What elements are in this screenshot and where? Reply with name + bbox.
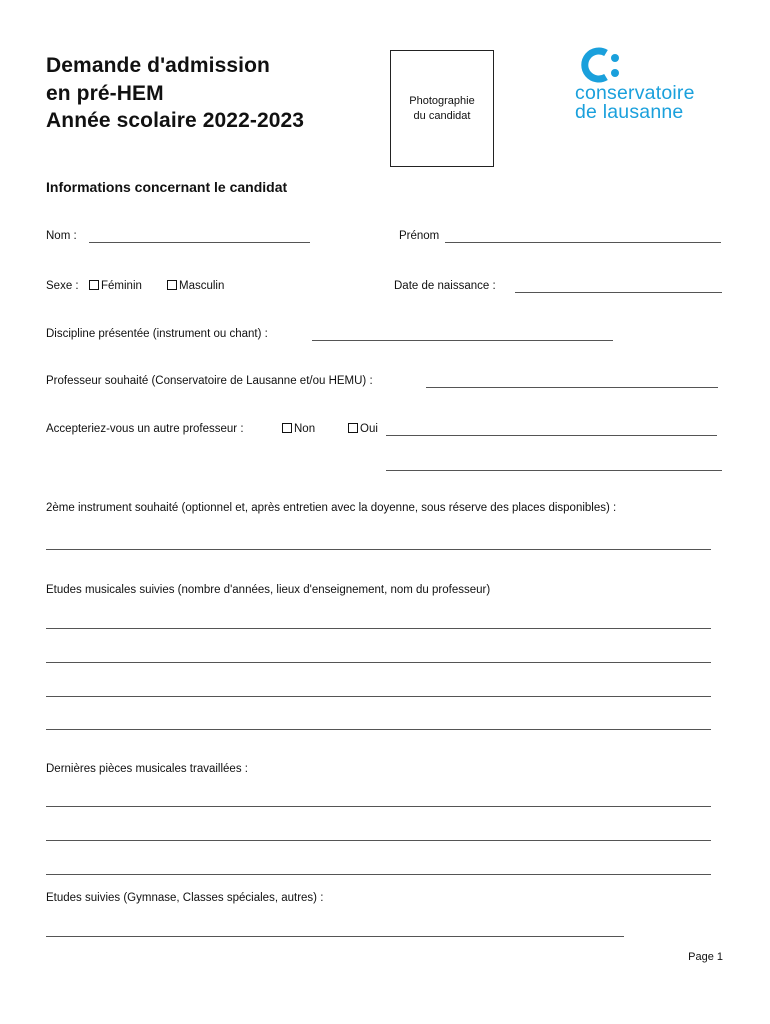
logo-mark-icon xyxy=(575,44,625,86)
etudes-musicales-label: Etudes musicales suivies (nombre d'années, lieux d'enseignement, nom du professeur) xyxy=(46,584,491,596)
oui-label: Oui xyxy=(360,423,378,435)
logo-line-2: de lausanne xyxy=(575,101,684,123)
title-line-2: en pré-HEM xyxy=(46,81,164,105)
masculin-checkbox[interactable] xyxy=(167,280,177,290)
accepter-label: Accepteriez-vous un autre professeur : xyxy=(46,423,244,435)
discipline-field[interactable] xyxy=(312,340,613,341)
oui-field-2[interactable] xyxy=(386,470,722,471)
feminin-label: Féminin xyxy=(101,280,142,292)
instrument2-field[interactable] xyxy=(46,549,711,550)
logo-text xyxy=(575,84,695,122)
professeur-field[interactable] xyxy=(426,387,718,388)
sexe-label: Sexe : xyxy=(46,280,79,292)
etudes-musicales-field-1[interactable] xyxy=(46,628,711,629)
masculin-label: Masculin xyxy=(179,280,225,292)
date-naissance-label: Date de naissance : xyxy=(394,280,496,292)
instrument2-label: 2ème instrument souhaité (optionnel et, après entretien avec la doyenne, sous réserve des places disponibles) : xyxy=(46,502,617,514)
pieces-label: Dernières pièces musicales travaillées : xyxy=(46,763,248,775)
etudes-suivies-label: Etudes suivies (Gymnase, Classes spéciales, autres) : xyxy=(46,892,324,904)
etudes-suivies-field[interactable] xyxy=(46,936,624,937)
pieces-field-3[interactable] xyxy=(46,874,711,875)
etudes-musicales-field-3[interactable] xyxy=(46,696,711,697)
discipline-label: Discipline présentée (instrument ou chant) : xyxy=(46,328,268,340)
page-number: Page 1 xyxy=(688,951,723,963)
document-title xyxy=(46,52,304,135)
oui-option[interactable] xyxy=(348,423,378,435)
title-line-3: Année scolaire 2022-2023 xyxy=(46,109,305,132)
feminin-checkbox[interactable] xyxy=(89,280,99,290)
pieces-field-2[interactable] xyxy=(46,840,711,841)
feminin-option[interactable] xyxy=(89,280,142,292)
non-label: Non xyxy=(294,423,316,435)
professeur-label: Professeur souhaité (Conservatoire de Lausanne et/ou HEMU) : xyxy=(46,375,373,387)
etudes-musicales-field-2[interactable] xyxy=(46,662,711,663)
non-option[interactable] xyxy=(282,423,315,435)
nom-field[interactable] xyxy=(89,242,310,243)
photo-label-line-1: Photographie xyxy=(409,94,475,107)
photo-box[interactable] xyxy=(390,50,494,167)
photo-label-line-2: du candidat xyxy=(413,109,471,122)
prenom-field[interactable] xyxy=(445,242,721,243)
non-checkbox[interactable] xyxy=(282,423,292,433)
nom-label: Nom : xyxy=(46,230,77,242)
oui-checkbox[interactable] xyxy=(348,423,358,433)
oui-field-1[interactable] xyxy=(386,435,717,436)
etudes-musicales-field-4[interactable] xyxy=(46,729,711,730)
title-line-1: Demande d'admission xyxy=(46,54,270,77)
masculin-option[interactable] xyxy=(167,280,224,292)
pieces-field-1[interactable] xyxy=(46,806,711,807)
date-naissance-field[interactable] xyxy=(515,292,722,293)
section-title: Informations concernant le candidat xyxy=(46,179,288,195)
prenom-label: Prénom xyxy=(399,230,440,242)
logo-line-1: conservatoire xyxy=(575,82,695,104)
